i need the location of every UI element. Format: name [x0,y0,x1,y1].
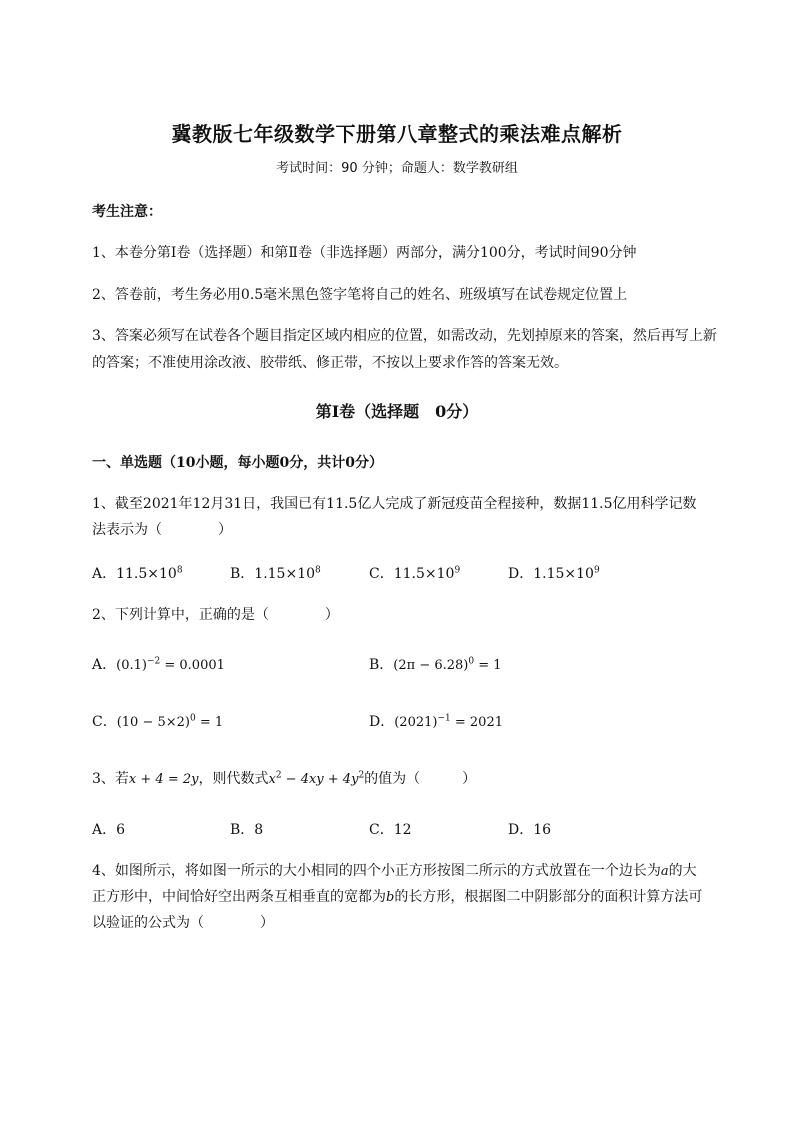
q2-option-a[interactable]: A．$(0.1)^{-2} = 0.0001$ [92,656,225,673]
q3-option-d[interactable]: D．16 [508,822,552,838]
notice-item-2: 2、答卷前，考生务必用0.5毫米黑色签字笔将自己的姓名、班级填写在试卷规定位置上 [92,287,628,303]
question-2-stem: 2、下列计算中，正确的是（ ） [92,607,339,623]
part-heading: 一、单选题（10小题，每小题0分，共计0分） [92,455,383,471]
question-4-stem: 4、如图所示，将如图一所示的大小相同的四个小正方形按图二所示的方式放置在一个边长为a的大 [92,863,697,879]
q2-option-c[interactable]: C．$(10 - 5\times 2)^0 = 1$ [92,713,224,730]
notice-item-1: 1、本卷分第Ⅰ卷（选择题）和第Ⅱ卷（非选择题）两部分，满分100分，考试时间90分钟 [92,245,637,261]
q1-option-a[interactable]: A．$11.5\times 10^8$ [92,565,183,582]
notice-item-3: 3、答案必须写在试卷各个题目指定区域内相应的位置，如需改动，先划掉原来的答案，然后再写上新 [92,328,717,344]
exam-info: 考试时间：90 分钟；命题人：数学教研组 [276,161,518,176]
question-1-stem: 1、截至2021年12月31日，我国已有11.5亿人完成了新冠疫苗全程接种，数据11.5亿用科学记数 [92,496,697,512]
notice-heading: 考生注意： [92,204,162,220]
question-4-stem-end: 以验证的公式为（ ） [92,915,274,931]
q1-option-d[interactable]: D．$1.15\times 10^9$ [508,565,600,582]
q1-option-b[interactable]: B．$1.15\times 10^8$ [230,565,321,582]
q3-option-b[interactable]: B．8 [230,822,264,838]
notice-item-3-cont: 的答案；不准使用涂改液、胶带纸、修正带，不按以上要求作答的答案无效。 [92,355,568,371]
section-title: 第Ⅰ卷（选择题 0分） [315,402,479,421]
q3-option-a[interactable]: A．6 [92,822,126,838]
page-title: 冀教版七年级数学下册第八章整式的乘法难点解析 [171,122,623,146]
question-4-stem-cont: 正方形中，中间恰好空出两条互相垂直的宽都为b的长方形，根据图二中阴影部分的面积计算方法可 [92,889,703,905]
q2-option-d[interactable]: D．$(2021)^{-1} = 2021$ [369,713,503,730]
q1-option-c[interactable]: C．$11.5\times 10^9$ [369,565,461,582]
q2-option-b[interactable]: B．$(2\pi - 6.28)^0 = 1$ [369,656,502,673]
question-3-stem: 3、若x + 4 = 2y，则代数式$x^2 - 4xy + 4y^2$的值为（ ） [92,770,477,787]
q3-option-c[interactable]: C．12 [369,822,412,838]
question-1-stem-cont: 法表示为（ ） [92,522,232,538]
